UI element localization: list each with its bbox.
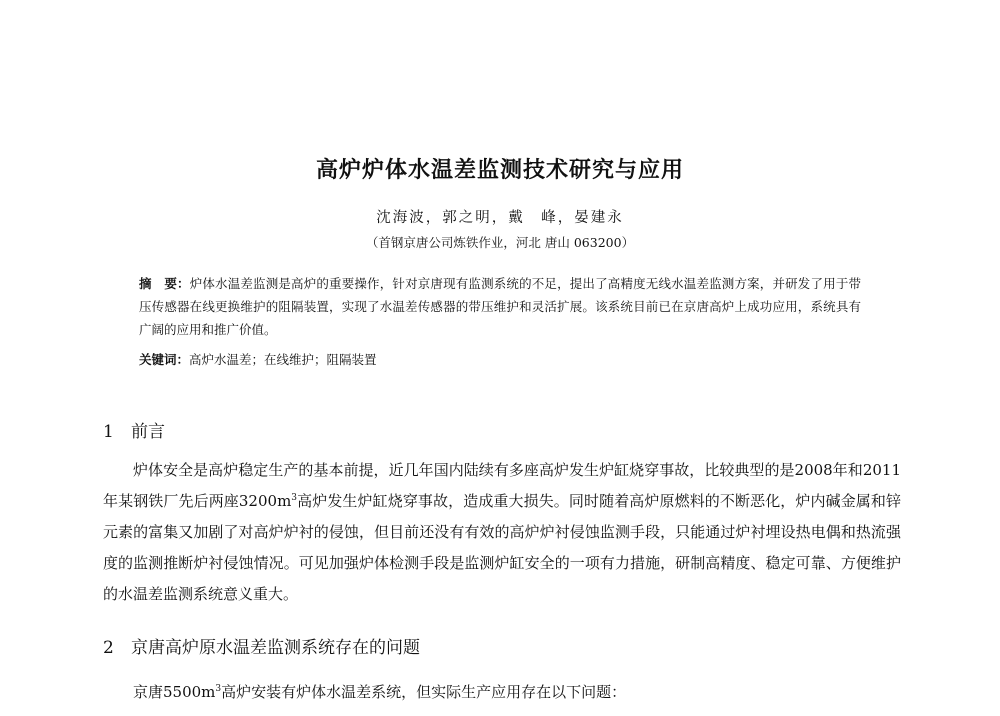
section-2-paragraph <box>103 677 901 708</box>
section-2-number: 2 <box>103 638 114 658</box>
section-1-title: 前言 <box>131 422 165 442</box>
abstract <box>139 272 861 341</box>
keywords-label: 关键词： <box>139 352 190 367</box>
section-2-text-a: 京唐5500m <box>133 683 216 701</box>
author-affiliation: （首钢京唐公司炼铁作业，河北 唐山 063200） <box>365 235 635 250</box>
author-list: 沈海波，郭之明，戴 峰，晏建永 <box>376 210 624 226</box>
section-2-heading <box>103 633 420 658</box>
abstract-text: 炉体水温差监测是高炉的重要操作，针对京唐现有监测系统的不足，提出了高精度无线水温差监测方案，并研发了用于带压传感器在线更换维护的阻隔装置，实现了水温差传感器的带压维护和灵活扩展。该系统目前已在京唐高炉上成功应用，系统具有广阔的应用和推广价值。 <box>139 276 861 337</box>
section-1-number: 1 <box>103 422 114 442</box>
section-2-text-b: 高炉安装有炉体水温差系统，但实际生产应用存在以下问题： <box>221 683 627 701</box>
abstract-label: 摘 要： <box>139 276 190 291</box>
section-1-heading <box>103 417 165 442</box>
section-1-text-b: 高炉发生炉缸烧穿事故，造成重大损失。同时随着高炉原燃料的不断恶化，炉内碱金属和锌元素的富集又加剧了对高炉炉衬的侵蚀，但目前还没有有效的高炉炉衬侵蚀监测手段，只能通过炉衬埋设热电偶和热流强度的监测推断炉衬侵蚀情况。可见加强炉体检测手段是监测炉缸安全的一项有力措施，研制高精度、稳定可靠、方便维护的水温差监测系统意义重大。 <box>103 492 901 603</box>
keywords-text: 高炉水温差；在线维护；阻隔装置 <box>189 352 377 367</box>
keywords <box>139 350 861 370</box>
section-1-text-a: 炉体安全是高炉稳定生产的基本前提，近几年国内陆续有多座高炉发生炉缸烧穿事故，比较典型的是2008年和2011年某钢铁厂先后两座3200m <box>103 461 901 510</box>
section-2-title: 京唐高炉原水温差监测系统存在的问题 <box>131 638 420 658</box>
paper-title: 高炉炉体水温差监测技术研究与应用 <box>315 158 684 183</box>
section-1-paragraph <box>103 455 901 610</box>
section-1-superscript: 3 <box>291 493 298 503</box>
section-2-superscript: 3 <box>215 684 222 694</box>
